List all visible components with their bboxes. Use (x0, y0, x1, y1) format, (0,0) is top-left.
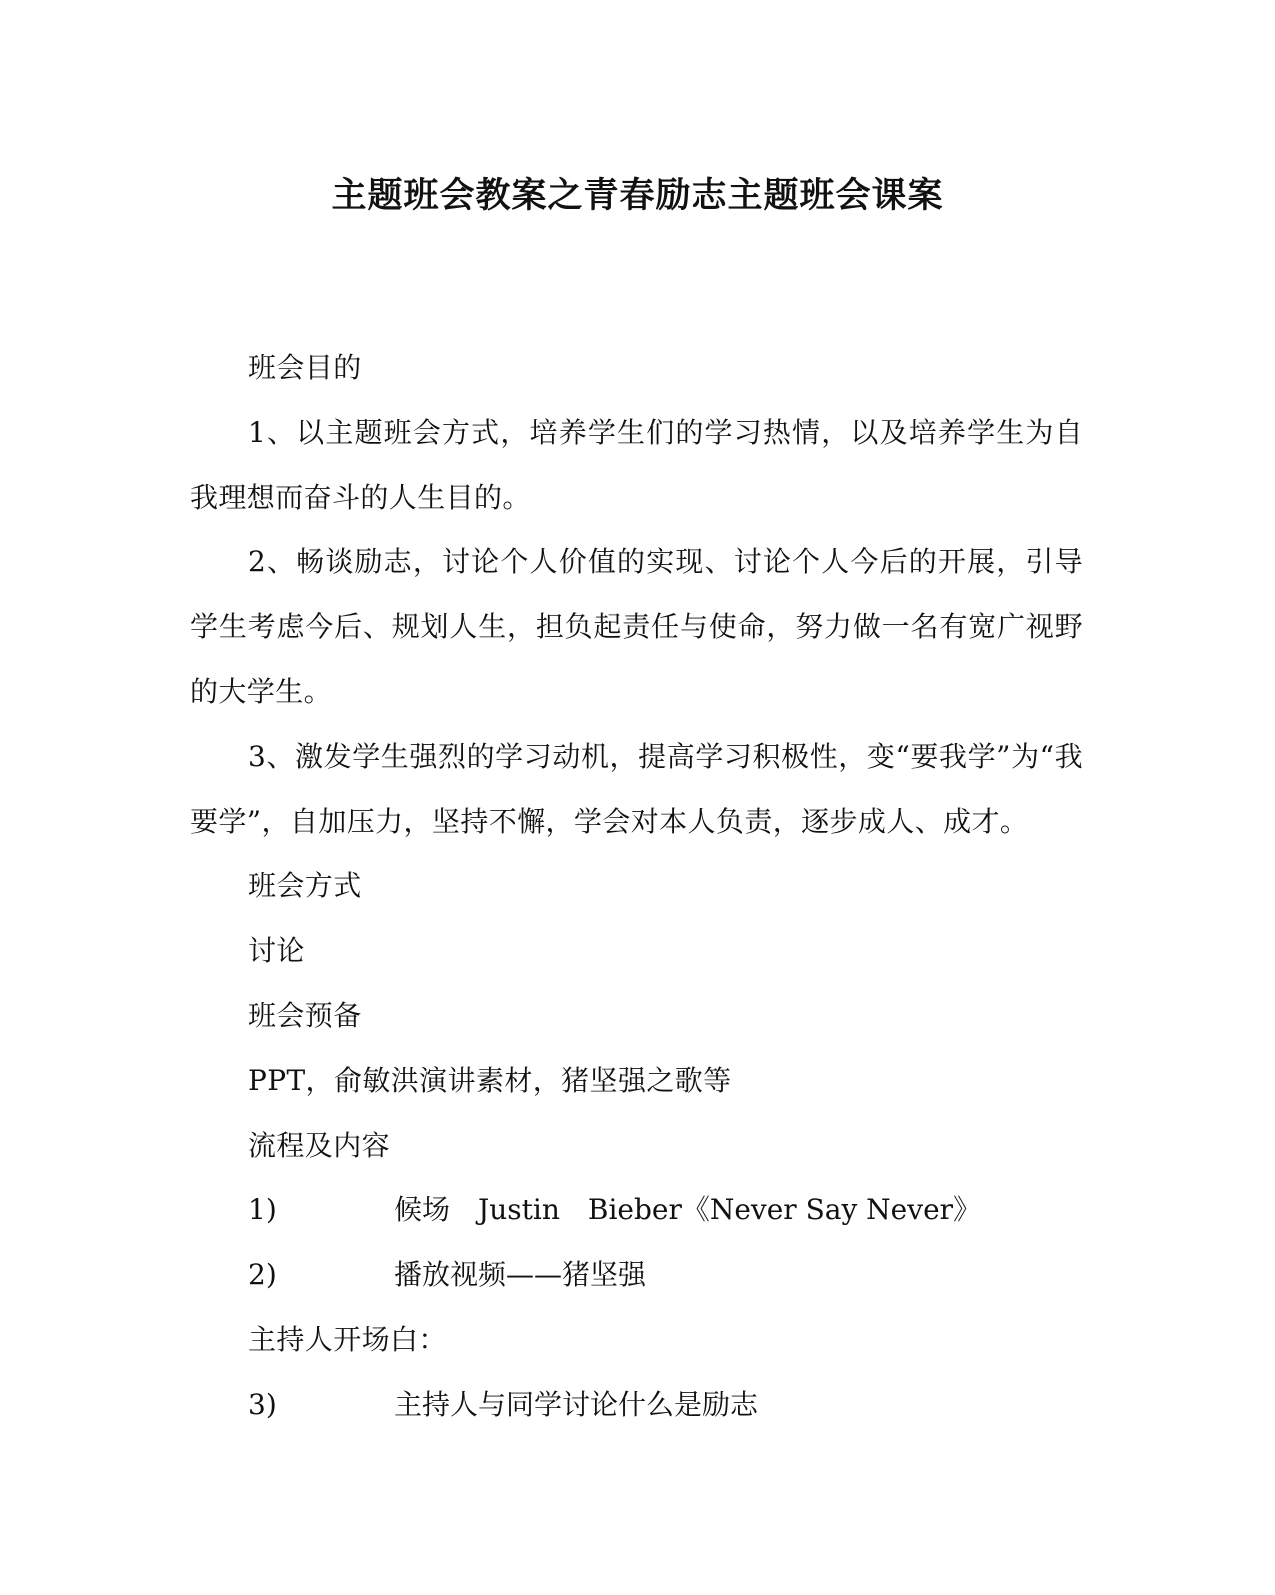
prep-heading: 班会预备 (248, 998, 362, 1032)
flow-item-2 (190, 1243, 1083, 1308)
flow-item-3-text: 主持人与同学讨论什么是励志 (394, 1387, 759, 1421)
flow-item-1-text: 候场 Justin Bieber《Never Say Never》 (394, 1193, 982, 1227)
purpose-item-2: 2、畅谈励志，讨论个人价值的实现、讨论个人今后的开展，引导学生考虑今后、规划人生，担负起责任与使命，努力做一名有宽广视野的大学生。 (190, 545, 1083, 708)
flow-item-1 (190, 1178, 1083, 1243)
flow-item-2-number: 2) (248, 1258, 277, 1292)
purpose-item-1: 1、以主题班会方式，培养学生们的学习热情，以及培养学生为自我理想而奋斗的人生目的。 (190, 415, 1083, 514)
host-opening: 主持人开场白： (248, 1322, 447, 1356)
method-text: 讨论 (248, 934, 305, 968)
flow-heading: 流程及内容 (248, 1128, 391, 1162)
purpose-item-3: 3、激发学生强烈的学习动机，提高学习积极性，变“要我学”为“我要学”，自加压力，坚持不懈，学会对本人负责，逐步成人、成才。 (190, 739, 1083, 838)
flow-item-3 (190, 1373, 1083, 1438)
method-heading: 班会方式 (248, 869, 362, 903)
flow-item-1-number: 1) (248, 1193, 277, 1227)
prep-text: PPT，俞敏洪演讲素材，猪坚强之歌等 (248, 1063, 732, 1097)
flow-item-3-number: 3) (248, 1387, 277, 1421)
document-title: 主题班会教案之青春励志主题班会课案 (331, 175, 944, 216)
purpose-heading: 班会目的 (248, 351, 362, 384)
document-body (190, 336, 1083, 1438)
flow-item-2-text: 播放视频——猪坚强 (394, 1258, 647, 1292)
